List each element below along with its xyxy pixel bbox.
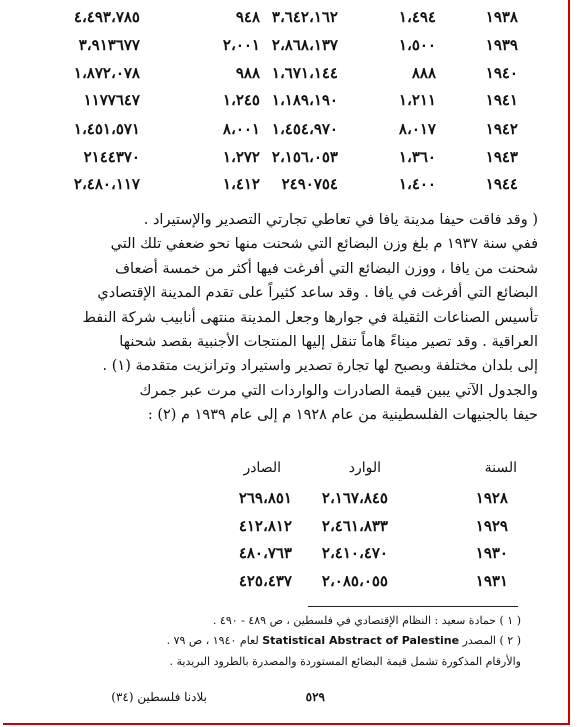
footnote-2-suffix: لعام ١٩٤٠ ، ص ٧٩ .	[166, 634, 259, 647]
year-cell: ١٩٤٣	[485, 148, 518, 166]
year-cell: ١٩٤٢	[485, 120, 518, 138]
paragraph-line: والجدول الآتي يبين قيمة الصادرات والواردات التي مرت عبر جمرك	[139, 382, 538, 399]
footnote-2-prefix: ( ٢ ) المصدر	[462, 634, 521, 647]
value-cell: ١،٨٧٢،٠٧٨	[73, 64, 140, 82]
page-number: ٥٢٩	[305, 690, 325, 704]
footnote-3: والأرقام المذكورة تشمل قيمة البضائع المستوردة والمصدرة بالطرود البريدية .	[169, 655, 521, 668]
table-row	[0, 175, 560, 201]
year-cell: ١٩٢٨	[475, 489, 508, 507]
value-cell: ١،٤٠٠	[398, 175, 436, 193]
column-header-year: السنة	[484, 460, 517, 476]
year-cell: ١٩٤٤	[485, 175, 518, 193]
value-cell: ١،٦٧١،١٤٤	[271, 64, 338, 82]
exports-cell: ٢٦٩،٨٥١	[238, 489, 292, 507]
value-cell: ١،٤٥٤،٩٧٠	[271, 120, 338, 138]
table-row	[0, 64, 560, 90]
value-cell: ٢،٤٨٠،١١٧	[73, 175, 140, 193]
paragraph-line: ( وقد فاقت حيفا مدينة يافا في تعاطي تجارتي التصدير والإستيراد .	[143, 212, 538, 228]
value-cell: ٢٤٩٠٧٥٤	[281, 175, 338, 193]
table-row	[0, 36, 560, 62]
value-cell: ٩٤٨	[235, 8, 260, 26]
year-cell: ١٩٣٨	[485, 8, 518, 26]
paragraph-line: إلى بلدان مختلفة وبصبح لها تجارة تصدير واستيراد وترانزيت متقدمة (١) .	[102, 358, 538, 375]
paragraph-line: ففي سنة ١٩٣٧ م بلغ وزن البضائع التي شحنت منها نحو ضعفي تلك التي	[110, 236, 538, 253]
value-cell: ٨،٠١٧	[398, 120, 436, 138]
exports-cell: ٤٨٠،٧٦٣	[238, 544, 292, 562]
value-cell: ٣،٩١٣٦٧٧	[78, 36, 140, 54]
value-cell: ١،٤٩٤	[398, 8, 436, 26]
value-cell: ١،٥٠٠	[398, 36, 436, 54]
body-paragraph	[68, 208, 538, 428]
value-cell: ٣،٦٤٢،١٦٢	[271, 8, 338, 26]
paragraph-line: البضائع التي أفرغت في يافا . وقد ساعد كثيراً على تقدم المدينة الإقتصادي	[97, 285, 538, 302]
table-row	[0, 489, 560, 519]
value-cell: ٢١٤٤٣٧٠	[83, 148, 140, 166]
imports-cell: ٢،٤٦١،٨٣٣	[321, 517, 388, 535]
footnote-1: ( ١ ) حمادة سعيد : النظام الإقتصادي في فلسطين ، ص ٤٨٩ - ٤٩٠ .	[212, 614, 521, 627]
value-cell: ١،٢٤٥	[222, 91, 260, 109]
table-row	[0, 120, 560, 146]
footnote-2	[167, 634, 521, 647]
year-cell: ١٩٣٩	[485, 36, 518, 54]
imports-cell: ٢،١٦٧،٨٤٥	[321, 489, 388, 507]
imports-cell: ٢،٠٨٥،٠٥٥	[321, 572, 388, 590]
column-header-imports: الوارد	[348, 460, 381, 476]
value-cell: ١،٢١١	[398, 91, 436, 109]
year-cell: ١٩٣١	[475, 572, 508, 590]
value-cell: ١،٢٧٢	[222, 148, 260, 166]
value-cell: ٢،٠٠١	[222, 36, 260, 54]
value-cell: ٢،١٥٦،٠٥٣	[271, 148, 338, 166]
year-cell: ١٩٤١	[485, 91, 518, 109]
table-row	[0, 572, 560, 602]
column-header-exports: الصادر	[243, 460, 281, 476]
value-cell: ١،٣٦٠	[398, 148, 436, 166]
table-row	[0, 148, 560, 174]
year-cell: ١٩٣٠	[475, 544, 508, 562]
value-cell: ٨٨٨	[411, 64, 436, 82]
footnote-2-source: Statistical Abstract of Palestine	[262, 634, 460, 647]
value-cell: ٨،٠٠١	[222, 120, 260, 138]
value-cell: ٩٨٨	[235, 64, 260, 82]
paragraph-line: حيفا بالجنيهات الفلسطينية من عام ١٩٢٨ م إلى عام ١٩٣٩ م (٢) :	[147, 407, 538, 424]
value-cell: ١،١٨٩،١٩٠	[271, 91, 338, 109]
exports-cell: ٤١٢،٨١٢	[238, 517, 292, 535]
imports-cell: ٢،٤١٠،٤٧٠	[321, 544, 388, 562]
value-cell: ١،٤٥١،٥٧١	[73, 120, 140, 138]
value-cell: ١١٧٧٦٤٧	[83, 91, 140, 109]
value-cell: ٤،٤٩٣،٧٨٥	[73, 8, 140, 26]
table-row	[0, 517, 560, 547]
value-cell: ٢،٨٦٨،١٣٧	[271, 36, 338, 54]
table-row	[0, 544, 560, 574]
paragraph-line: العراقية . وقد تصير ميناءً هاماً تنقل إليها المنتجات الأجنبية بقصد شحنها	[119, 334, 538, 351]
year-cell: ١٩٤٠	[485, 64, 518, 82]
paragraph-line: شحنت من يافا ، ووزن البضائع التي أفرغت فيها أكثر من خمسة أضعاف	[115, 260, 538, 277]
table-row	[0, 91, 560, 117]
table-row	[0, 8, 560, 34]
exports-cell: ٤٢٥،٤٣٧	[238, 572, 292, 590]
footnote-divider	[308, 606, 518, 607]
book-title: بلادنا فلسطين (٣٤)	[111, 690, 207, 704]
paragraph-line: تأسيس الصناعات الثقيلة في جوارها وجعل المدينة منتهى أنابيب شركة النفط	[82, 309, 538, 326]
value-cell: ١،٤١٢	[222, 175, 260, 193]
year-cell: ١٩٢٩	[475, 517, 508, 535]
